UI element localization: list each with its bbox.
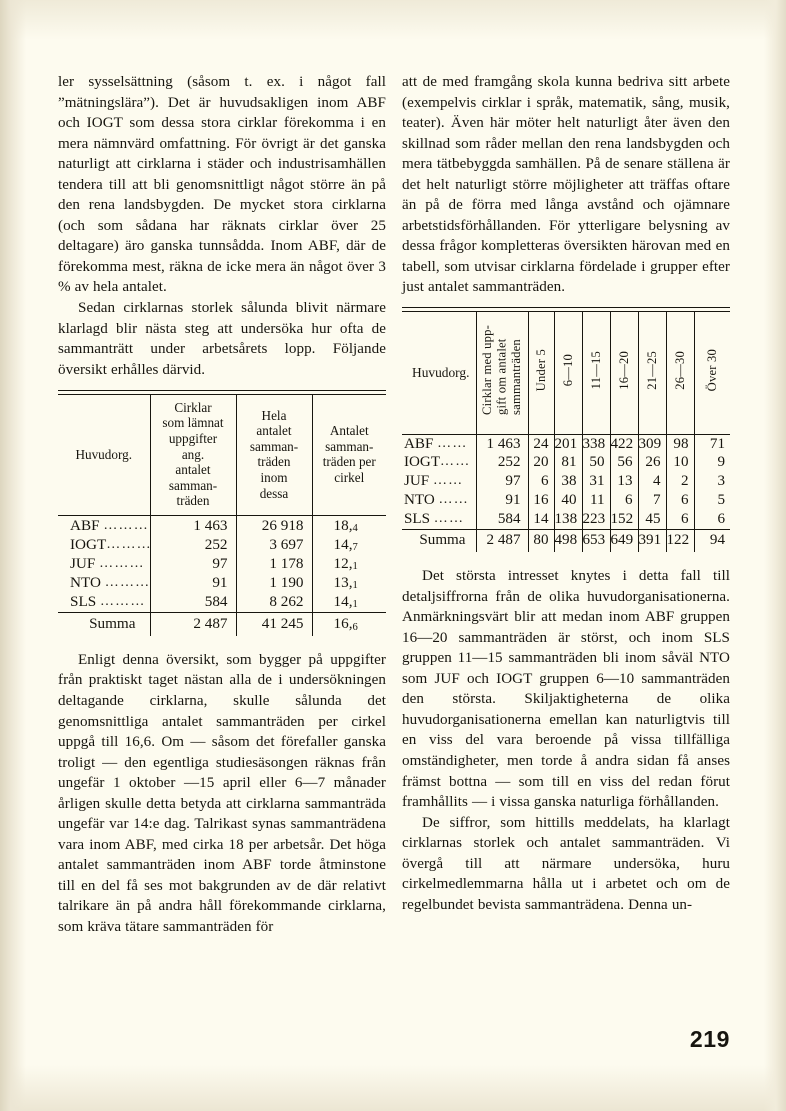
col-header-16-20: 16—20 [610, 312, 638, 434]
summary-total-circles: 2 487 [476, 530, 528, 553]
col-header-huvudorg: Huvudorg. [402, 312, 476, 434]
cell-circles: 97 [150, 554, 236, 573]
paragraph-3: Enligt denna översikt, som bygger på uppgifter från praktiskt taget nästan alla de i undersökningen deltagande cirklarna, skulle sålunda det genomsnittliga antalet sammanträden per cirkel uppgå till 16,6. Om — såsom det förefaller ganska troligt — den egentliga studiesäsongen räknas från ungefär 1 oktober —15 april eller 6—7 månader årligen skulle detta betyda att cirklarna sammanträda ungefär var 14:e dag. Talrikast synas sammanträdena vara inom ABF, med cirka 18 per arbetsår. Det höga antalet sammanträden inom ABF torde åtminstone till en del få ses mot bakgrunden av de där relativt talrikare än på andra håll förekommande cirklarna, som kräva tätare sammanträden för [58, 651, 386, 935]
summary-label: Summa [58, 613, 150, 636]
cell-21-25: 7 [638, 491, 666, 510]
leader-dots: ……… [106, 536, 152, 552]
paragraph-6: De siffror, som hittills meddelats, ha klarlagt cirklarnas storlek och antalet sammanträden. Vi övergå till att närmare undersöka, huru cirkelmedlemmarna hålla ut i arbetet och om de regelbundet bevista sammanträdena. Denna un- [402, 814, 730, 913]
table-frequency-total [402, 530, 730, 553]
col-header-hela-antalet: Hela antalet samman- träden inom dessa [236, 395, 312, 515]
table-row [402, 472, 730, 491]
row-org-abf: ABF …… [402, 435, 476, 454]
summary-21-25: 391 [638, 530, 666, 553]
cell-over-30: 5 [717, 491, 725, 508]
paragraph-5: Det största intresset knytes i detta fall till detaljsiffrorna från de olika huvudorganisationerna. Anmärkningsvärt blir att medan inom ABF gruppen 16—20 sammanträden är störst, och inom SLS gruppen 11—15 sammanträden bli inom såväl NTO som JUF och IOGT gruppen 6—10 sammanträden den största. Skiljaktigheterna de olika huvudorganisationerna emellan kan naturligtvis till en viss del vara beroende på vissa tillfälliga omständigheter, men torde å andra sidan få anses främst bottna — som till en viss del redan förut framhållits — i vissa ganska naturliga förhållanden. [402, 568, 730, 811]
cell-total-circles: 252 [476, 453, 528, 472]
row-org-juf: JUF ……… [58, 554, 150, 573]
cell-6-10: 81 [554, 453, 582, 472]
leader-dots: ……… [99, 594, 146, 610]
table-meetings-summary [58, 390, 386, 636]
cell-total-circles: 97 [476, 472, 528, 491]
spacer [58, 636, 386, 650]
cell-16-20: 56 [610, 453, 638, 472]
summary-16-20: 649 [610, 530, 638, 553]
table-row [58, 535, 386, 554]
table-row [58, 554, 386, 573]
row-org-juf: JUF …… [402, 472, 476, 491]
cell-26-30: 10 [666, 453, 694, 472]
table-frequency-header [402, 312, 730, 434]
table-row [402, 491, 730, 510]
summary-11-15: 653 [582, 530, 610, 553]
cell-meetings-per-circle: 12,1 [333, 554, 358, 573]
summary-over-30: 94 [709, 532, 725, 549]
cell-total-meetings: 1 178 [236, 554, 312, 573]
col-header-26-30: 26—30 [666, 312, 694, 434]
table-frequency-body [402, 435, 730, 529]
leader-dots: …… [433, 510, 465, 526]
page-number: 219 [689, 1026, 730, 1052]
cell-over-30: 6 [717, 510, 725, 527]
cell-11-15: 50 [582, 453, 610, 472]
cell-under-5: 16 [528, 491, 554, 510]
cell-circles: 252 [150, 535, 236, 554]
right-column [402, 72, 730, 938]
cell-over-30: 71 [709, 435, 725, 452]
cell-6-10: 138 [554, 510, 582, 529]
cell-16-20: 13 [610, 472, 638, 491]
cell-total-meetings: 8 262 [236, 593, 312, 612]
cell-circles: 1 463 [150, 516, 236, 535]
table-meetings-summary-grid [58, 395, 386, 515]
table-meeting-frequency-distribution [402, 307, 730, 552]
table-header-row [58, 395, 386, 515]
cell-over-30: 3 [717, 473, 725, 490]
cell-6-10: 201 [554, 435, 582, 454]
cell-meetings-per-circle: 18,4 [333, 516, 358, 534]
cell-meetings-per-circle: 13,1 [333, 574, 358, 592]
row-org-abf: ABF ……… [58, 516, 150, 535]
paragraph-4: att de med framgång skola kunna bedriva sitt arbete (exempelvis cirklar i språk, matematik, sång, musik, teater). Även här möter helt naturligt åter även den skillnad som råder mellan den rena landsbygden och mera tätbebyggda samhällen. På de senare ställena är det helt naturligt större möjligheter att träffas oftare än på de förra med långa avstånd och ojämnare arbetstidsförhållanden. För ytterligare belysning av dessa frågor kompletteras översikten härovan med en tabell, som utvisar cirklarna fördelade i grupper efter just antalet sammanträden. [402, 74, 730, 296]
table-summary-row [58, 613, 386, 636]
page-top-shadow [0, 0, 786, 40]
cell-total-meetings: 26 918 [236, 516, 312, 535]
col-header-6-10: 6—10 [554, 312, 582, 434]
summary-meetings-per-circle: 16,6 [333, 615, 358, 633]
leader-dots: …… [437, 435, 468, 451]
left-column [58, 72, 386, 938]
cell-total-meetings: 1 190 [236, 574, 312, 593]
table-row [58, 516, 386, 535]
cell-11-15: 31 [582, 472, 610, 491]
cell-26-30: 6 [666, 510, 694, 529]
table-meetings-summary-body [58, 516, 386, 612]
cell-circles: 91 [150, 574, 236, 593]
cell-under-5: 14 [528, 510, 554, 529]
table-meetings-summary-total [58, 613, 386, 636]
cell-21-25: 4 [638, 472, 666, 491]
row-org-nto: NTO …… [402, 491, 476, 510]
col-header-antalet-per-cirkel: Antalet samman- träden per cirkel [322, 423, 376, 485]
row-org-iogt: IOGT……… [58, 535, 150, 554]
cell-meetings-per-circle: 14,7 [333, 535, 358, 553]
summary-6-10: 498 [554, 530, 582, 553]
cell-6-10: 40 [554, 491, 582, 510]
table-row [402, 453, 730, 472]
cell-21-25: 45 [638, 510, 666, 529]
leader-dots: ……… [103, 517, 149, 533]
table-row [58, 593, 386, 612]
cell-circles: 584 [150, 593, 236, 612]
cell-16-20: 6 [610, 491, 638, 510]
table-row [58, 574, 386, 593]
leader-dots: …… [438, 491, 469, 507]
row-org-nto: NTO ……… [58, 574, 150, 593]
row-org-sls: SLS ……… [58, 593, 150, 612]
row-org-iogt: IOGT…… [402, 453, 476, 472]
leader-dots: …… [432, 473, 464, 489]
table-row [402, 510, 730, 529]
leader-dots: ……… [99, 555, 145, 571]
summary-26-30: 122 [666, 530, 694, 553]
cell-total-circles: 91 [476, 491, 528, 510]
cell-total-circles: 584 [476, 510, 528, 529]
col-header-huvudorg: Huvudorg. [58, 395, 150, 515]
cell-11-15: 223 [582, 510, 610, 529]
cell-under-5: 20 [528, 453, 554, 472]
cell-total-circles: 1 463 [476, 435, 528, 454]
col-header-21-25: 21—25 [638, 312, 666, 434]
leader-dots: …… [440, 454, 471, 470]
paragraph-1: ler sysselsättning (såsom t. ex. i något fall ”mätningslära”). Det är huvudsakligen inom ABF och IOGT som dessa stora cirklar förekomma i en mera nämnvärd omfattning. För övrigt är det ganska naturligt att cirklarna i städer och industrisamhällen tendera till att bli genomsnittligt något större än på den rena landsbygden. De mycket stora cirklarna (och som sådana har räknats cirklar över 25 deltagare) äro ganska tunnsådda. Inom ABF, där de förekomma mest, räkna de icke mera än något över 3 % av hela antalet. [58, 74, 386, 296]
col-header-cirklar-uppgifter: Cirklar som lämnat uppgifter ang. antalet samman- träden [150, 395, 236, 515]
summary-total-meetings: 41 245 [236, 613, 312, 636]
cell-6-10: 38 [554, 472, 582, 491]
cell-total-meetings: 3 697 [236, 535, 312, 554]
cell-over-30: 9 [717, 454, 725, 471]
col-header-circles-with-data: Cirklar med upp- gift om antalet sammanträden [476, 312, 528, 434]
summary-under-5: 80 [528, 530, 554, 553]
summary-circles: 2 487 [150, 613, 236, 636]
cell-16-20: 422 [610, 435, 638, 454]
spacer [402, 552, 730, 566]
cell-under-5: 24 [528, 435, 554, 454]
cell-26-30: 98 [666, 435, 694, 454]
table-summary-row [402, 530, 730, 553]
table-header-row [402, 312, 730, 434]
leader-dots: ……… [104, 575, 151, 591]
page-bottom-shadow [0, 1065, 786, 1111]
summary-label: Summa [402, 530, 476, 553]
col-header-over-30: Över 30 [705, 348, 720, 392]
cell-21-25: 26 [638, 453, 666, 472]
col-header-11-15: 11—15 [582, 312, 610, 434]
cell-11-15: 338 [582, 435, 610, 454]
cell-21-25: 309 [638, 435, 666, 454]
cell-26-30: 2 [666, 472, 694, 491]
cell-under-5: 6 [528, 472, 554, 491]
cell-26-30: 6 [666, 491, 694, 510]
row-org-sls: SLS …… [402, 510, 476, 529]
table-row [402, 435, 730, 454]
cell-11-15: 11 [582, 491, 610, 510]
cell-16-20: 152 [610, 510, 638, 529]
two-column-body [58, 72, 730, 938]
cell-meetings-per-circle: 14,1 [333, 593, 358, 611]
col-header-under-5: Under 5 [528, 312, 554, 434]
paragraph-2: Sedan cirklarnas storlek sålunda blivit närmare klarlagd blir nästa steg att undersöka hur ofta de sammanträtt under arbetsårets lopp. Följande översikt erhålles därvid. [58, 300, 386, 378]
